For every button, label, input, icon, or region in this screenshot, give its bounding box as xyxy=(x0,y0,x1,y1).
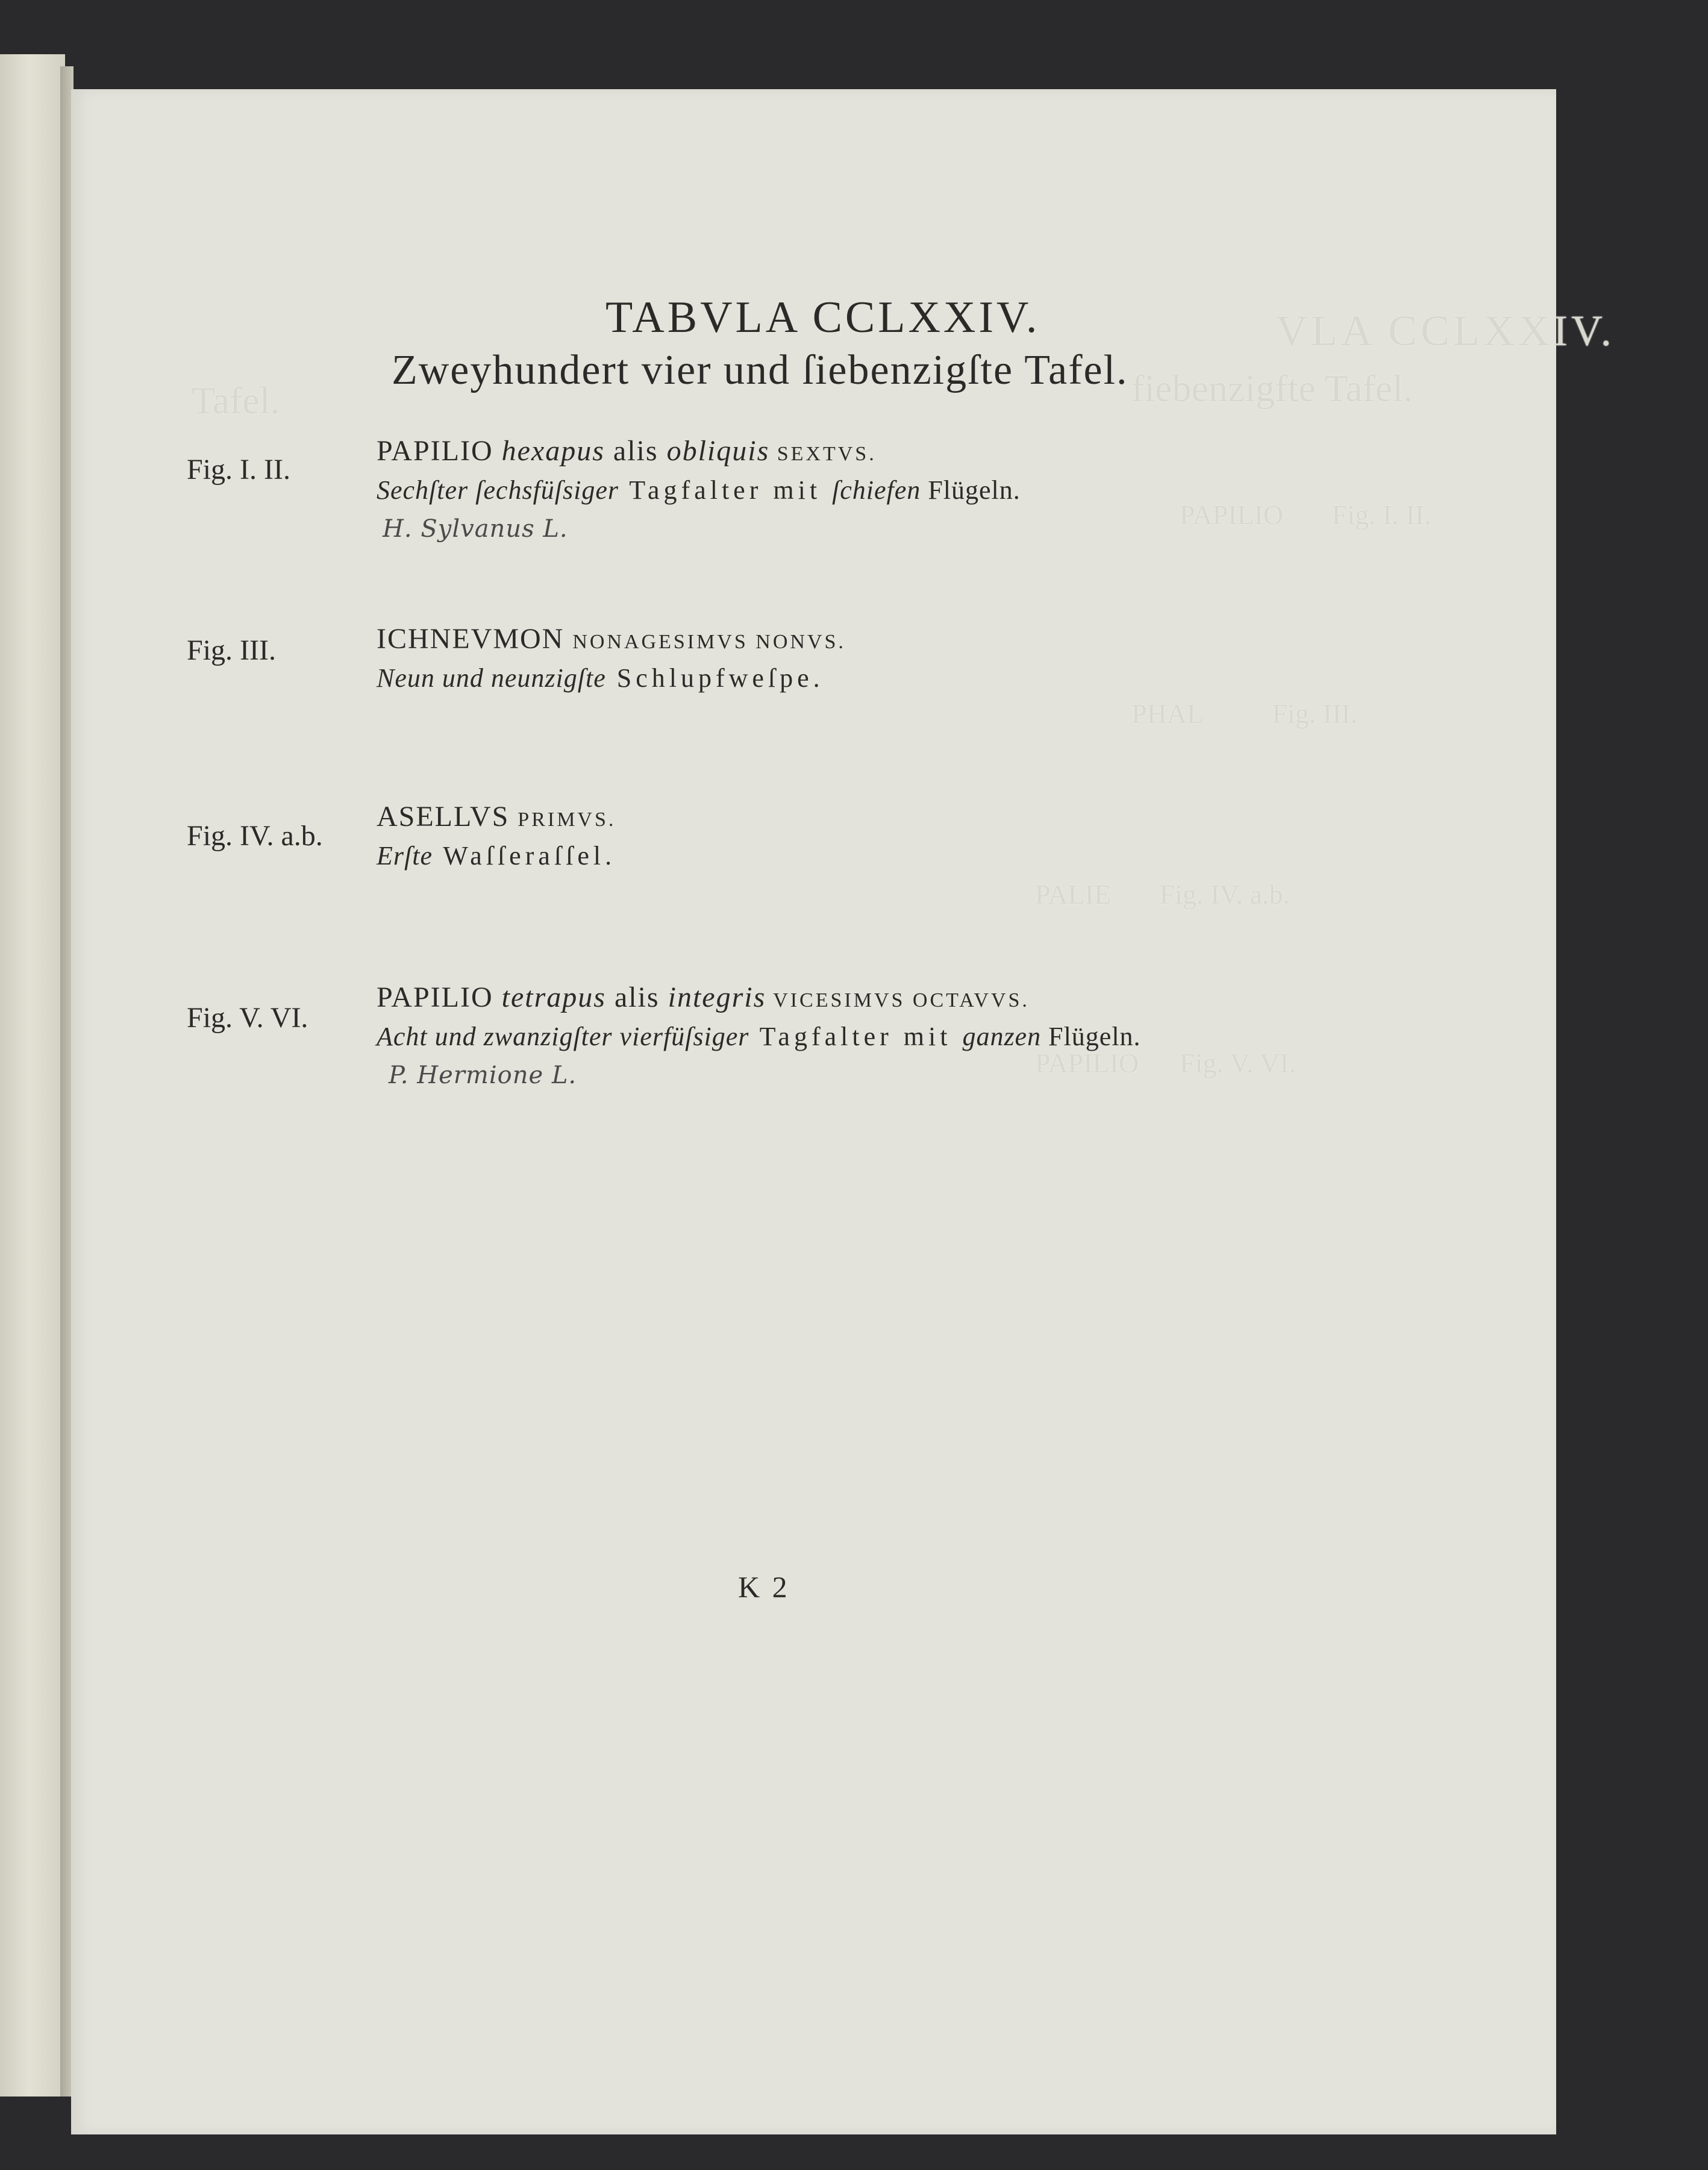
german-italic: Acht und zwanzigſter vierfüſsiger xyxy=(377,1022,749,1051)
plate-entry xyxy=(377,621,846,696)
german-italic: Erſte xyxy=(377,841,433,871)
figure-label: Fig. III. xyxy=(187,634,276,666)
latin-text: alis xyxy=(604,435,667,467)
german-name xyxy=(377,661,846,696)
latin-italic: hexapus xyxy=(501,435,605,467)
german-italic: ganzen xyxy=(962,1022,1042,1051)
figure-label: Fig. IV. a.b. xyxy=(187,820,323,852)
german-text: Flügeln. xyxy=(1041,1022,1141,1051)
handwritten-annotation: P. Hermione L. xyxy=(389,1062,577,1089)
german-name xyxy=(377,839,616,874)
german-spaced: Tagfalter mit xyxy=(749,1022,963,1051)
page xyxy=(71,89,1615,2134)
page-subtitle: Zweyhundert vier und ſiebenzigſte Tafel. xyxy=(392,347,1128,393)
bleed-through-text: Tafel. xyxy=(192,379,280,422)
figure-label: Fig. I. II. xyxy=(187,454,290,486)
latin-smallcaps: SEXTVS. xyxy=(769,443,877,465)
bleed-through-text: Fig. V. VI. xyxy=(1180,1048,1297,1078)
german-italic: Neun und neunzigſte xyxy=(377,663,606,693)
german-text: Flügeln. xyxy=(921,475,1021,505)
latin-genus: ICHNEVMON xyxy=(377,623,573,655)
latin-name xyxy=(377,798,616,839)
latin-name xyxy=(377,433,1021,473)
latin-genus: ASELLVS xyxy=(377,801,518,833)
bleed-through-text: VLA CCLXXIV. xyxy=(1276,307,1615,355)
plate-entry xyxy=(377,979,1141,1096)
latin-italic: integris xyxy=(668,981,766,1013)
latin-genus: PAPILIO xyxy=(377,981,502,1013)
german-name xyxy=(377,1019,1141,1054)
left-page-edge xyxy=(0,54,65,2097)
german-spaced: Schlupfweſpe. xyxy=(605,663,824,693)
latin-name xyxy=(377,979,1141,1019)
latin-text: alis xyxy=(605,981,668,1013)
german-spaced: Tagfalter mit xyxy=(619,475,833,505)
bleed-through-text: PAPILIO Fig. I. II. xyxy=(1180,499,1431,530)
latin-italic: obliquis xyxy=(666,435,770,467)
bleed-through-text: PALIE Fig. IV. a.b. xyxy=(1035,879,1290,910)
bleed-through-text: fiebenzigfte Tafel. xyxy=(1131,367,1413,410)
plate-entry xyxy=(377,798,616,874)
german-spaced: Waſſeraſſel. xyxy=(432,841,616,871)
latin-name xyxy=(377,621,846,661)
latin-smallcaps: VICESIMVS OCTAVVS. xyxy=(766,989,1030,1012)
plate-entry xyxy=(377,433,1021,550)
latin-smallcaps: PRIMVS. xyxy=(518,808,616,831)
latin-genus: PAPILIO xyxy=(377,435,502,467)
handwritten-annotation: H. Sylvanus L. xyxy=(383,515,568,543)
german-italic: Sechſter ſechsfüſsiger xyxy=(377,475,619,505)
german-name xyxy=(377,473,1021,508)
bleed-through-text: PAPILIO xyxy=(1035,1048,1139,1078)
bleed-through-text: PHAL Fig. III. xyxy=(1131,698,1358,729)
signature-mark: K 2 xyxy=(738,1570,790,1604)
latin-smallcaps: NONAGESIMVS NONVS. xyxy=(572,631,846,653)
page-title: TABVLA CCLXXIV. xyxy=(605,293,1040,342)
german-italic: ſchiefen xyxy=(832,475,921,505)
latin-italic: tetrapus xyxy=(501,981,606,1013)
figure-label: Fig. V. VI. xyxy=(187,1002,308,1034)
